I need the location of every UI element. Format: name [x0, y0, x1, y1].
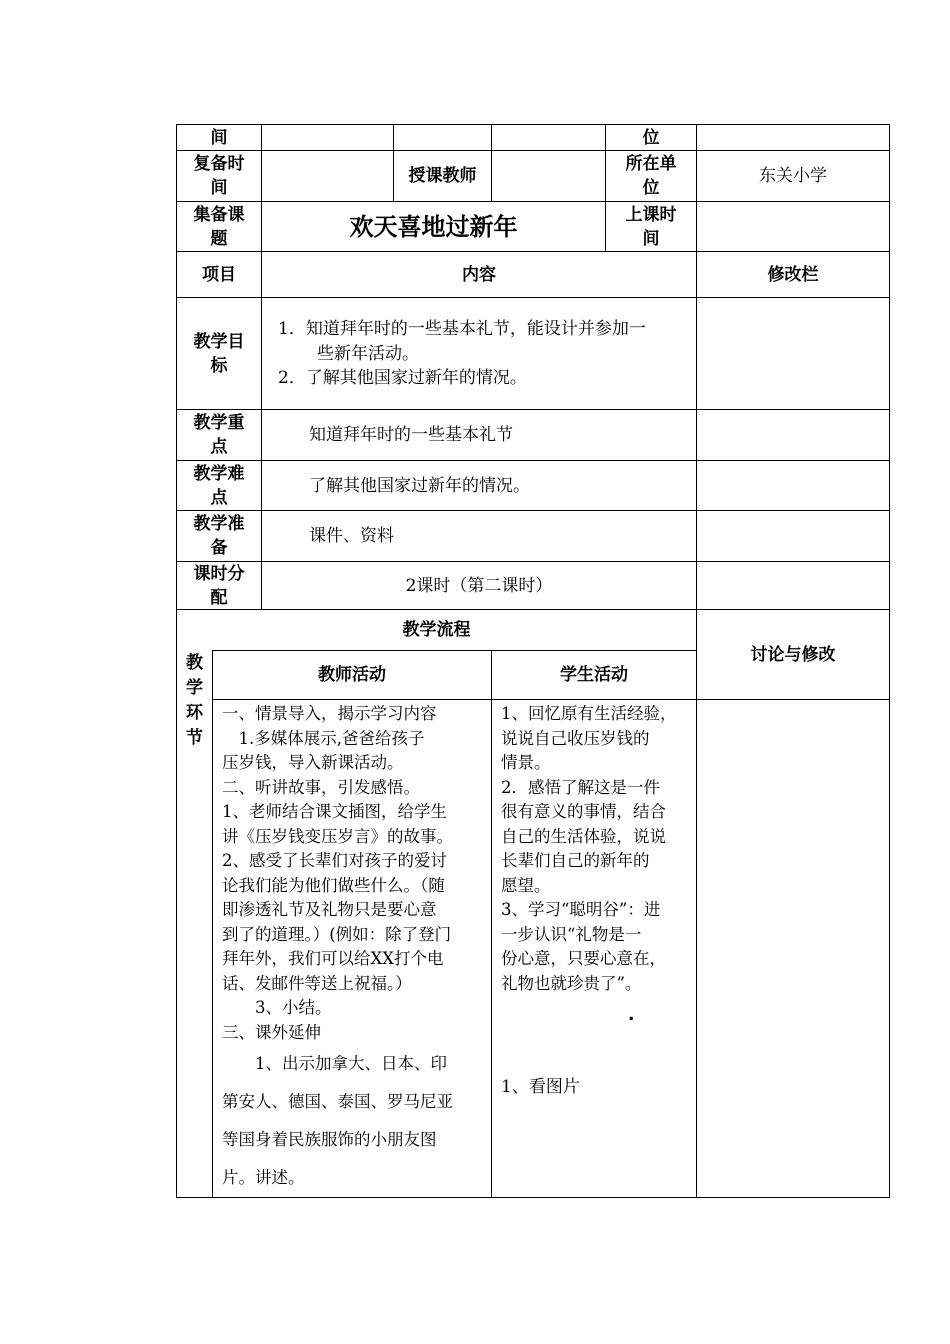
teacher-label: 授课教师: [408, 166, 477, 186]
prep-label-text: 教学准备: [193, 514, 245, 558]
table-border: [212, 699, 890, 700]
student-line: 情景。: [501, 753, 551, 772]
teacher-line: 拜年外，我们可以给XX打个电: [222, 949, 444, 968]
stage-char: 教: [186, 653, 203, 673]
teacher-line: 1、老师结合课文插图，给学生: [222, 802, 447, 821]
teacher-line: 2、感受了长辈们对孩子的爱讨: [222, 851, 447, 870]
teacher-line: 到了的道理。）(例如：除了登门: [222, 924, 452, 944]
flow-title: 教学流程: [402, 620, 471, 640]
teacher-line: 讲《压岁钱变压岁言》的故事。: [222, 826, 453, 846]
teacher-line: 3、小结。: [222, 998, 332, 1017]
teacher-line: 1.多媒体展示,爸爸给孩子: [222, 728, 425, 748]
key-point-value: 知道拜年时的一些基本礼节: [309, 425, 513, 445]
unit-label-text: 所在单位: [625, 154, 677, 198]
key-point-label: [177, 410, 261, 460]
table-border: [261, 124, 262, 610]
stage-label: [177, 651, 212, 751]
teacher-line: 即渗透礼节及礼物只是要心意: [222, 900, 437, 919]
prep-value: 课件、资料: [309, 526, 394, 546]
prep-label: [177, 511, 261, 561]
teacher-line: 二、听讲故事，引发感悟。: [222, 777, 420, 797]
revise-header: 修改栏: [767, 264, 819, 285]
teacher-line: 三、课外延伸: [222, 1022, 321, 1042]
prep-time-label-text: 复备时间: [193, 154, 245, 198]
hours-value: 2课时（第二课时）: [405, 575, 553, 596]
difficulty-label: [177, 461, 261, 510]
teacher-line: 片。讲述。: [222, 1168, 305, 1187]
table-border: [176, 297, 890, 298]
student-dot: .: [628, 1005, 635, 1025]
discuss-header: 讨论与修改: [750, 644, 836, 665]
topic-label: [177, 202, 261, 251]
hours-label-text: 课时分配: [193, 563, 245, 608]
student-line: 2．感悟了解这是一件: [501, 777, 660, 797]
teacher-line: 话、发邮件等送上祝福。）: [222, 973, 412, 993]
item-header: 项目: [202, 264, 236, 285]
table-border: [176, 409, 890, 410]
student-line: 一步认识“礼物是一: [501, 924, 642, 944]
stage-char: 学: [186, 678, 203, 698]
goal-line: 1．知道拜年时的一些基本礼节，能设计并参加一: [278, 319, 646, 339]
unit-value: 东关小学: [759, 166, 827, 186]
table-border: [491, 124, 492, 202]
class-time-label-text: 上课时间: [625, 204, 677, 249]
student-activity-header: 学生活动: [560, 665, 628, 685]
teacher-line: 压岁钱，导入新课活动。: [222, 753, 404, 772]
partial-label-left: 间: [210, 127, 228, 148]
student-line: 长辈们自己的新年的: [501, 851, 650, 870]
partial-label-right: 位: [642, 127, 660, 148]
table-border: [176, 1197, 890, 1198]
goals-label-text: 教学目标: [193, 331, 245, 376]
goals-label: [177, 298, 261, 409]
unit-label: [606, 151, 696, 201]
content-header: 内容: [462, 264, 496, 285]
prep-time-label: [180, 151, 258, 201]
class-time-label: [606, 202, 696, 251]
table-border: [491, 650, 492, 1198]
difficulty-label-text: 教学难点: [193, 463, 245, 508]
goals-content: [278, 317, 693, 391]
teacher-activity-body: [222, 702, 488, 1197]
table-border: [176, 510, 890, 511]
stage-char: 节: [186, 728, 203, 748]
goal-line: 些新年活动。: [317, 343, 419, 364]
student-line: 自己的生活体验，说说: [501, 826, 666, 846]
student-line: 1、回忆原有生活经验，: [501, 704, 677, 723]
table-border: [889, 124, 890, 1198]
student-line: 礼物也就珍贵了”。: [501, 973, 642, 993]
teacher-line: 第安人、德国、泰国、罗马尼亚: [222, 1092, 453, 1111]
student-line: 很有意义的事情，结合: [501, 802, 666, 821]
student-activity-body: [501, 702, 693, 996]
topic-label-text: 集备课题: [193, 204, 245, 249]
hours-label: [177, 562, 261, 609]
teacher-line: 论我们能为他们做些什么。（随: [222, 875, 445, 895]
table-border: [212, 650, 213, 1198]
student-line: 愿望。: [501, 875, 551, 895]
table-border: [176, 460, 890, 461]
key-point-label-text: 教学重点: [193, 413, 245, 457]
goal-line: 2．了解其他国家过新年的情况。: [278, 368, 527, 388]
teacher-line: 1、出示加拿大、日本、印: [222, 1054, 447, 1073]
teacher-line: 一、情景导入，揭示学习内容: [222, 704, 437, 723]
teacher-activity-header: 教师活动: [318, 665, 386, 685]
student-extra-line: 1、看图片: [501, 1077, 580, 1097]
student-line: 说说自己收压岁钱的: [501, 728, 650, 748]
table-border: [176, 124, 890, 125]
difficulty-value: 了解其他国家过新年的情况。: [309, 476, 530, 496]
student-line: 份心意，只要心意在，: [501, 949, 666, 968]
lesson-title: 欢天喜地过新年: [349, 212, 518, 241]
stage-char: 环: [186, 703, 203, 723]
student-line: 3、学习“聪明谷”：进: [501, 900, 661, 919]
teacher-line: 等国身着民族服饰的小朋友图: [222, 1130, 437, 1149]
